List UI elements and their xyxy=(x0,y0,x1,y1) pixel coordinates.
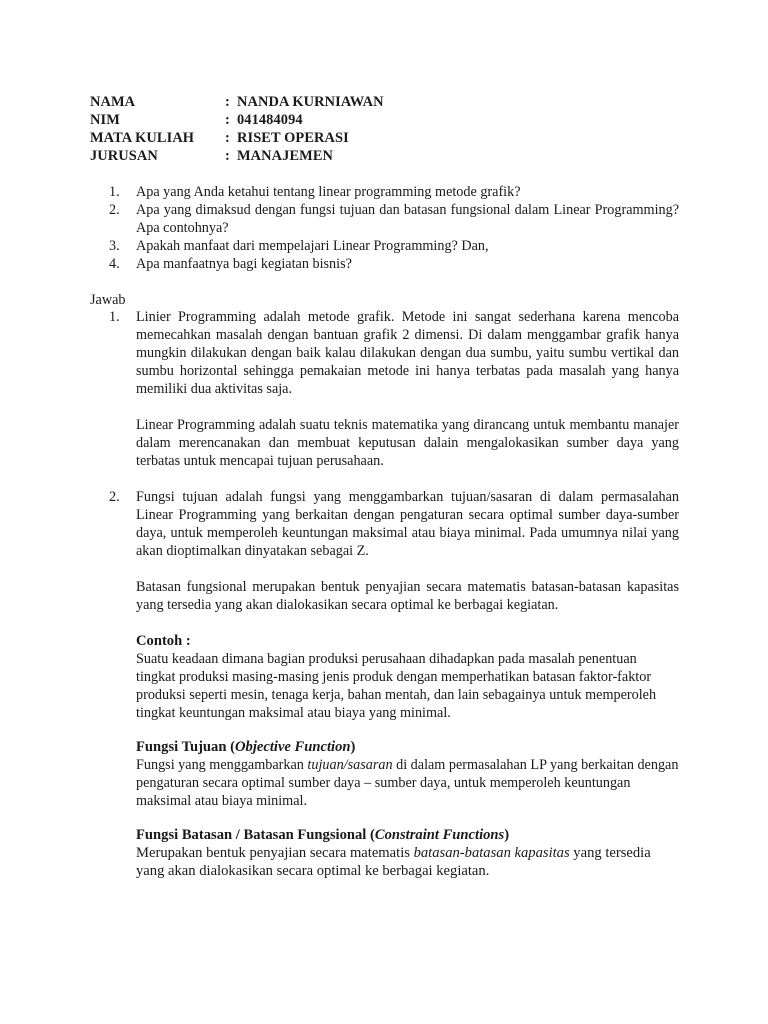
heading-text: Fungsi Tujuan ( xyxy=(136,739,235,755)
heading-italic-text: Objective Function xyxy=(234,739,351,755)
info-separator: : xyxy=(225,130,230,146)
answer-item-1 xyxy=(109,308,679,488)
info-separator: : xyxy=(225,148,230,164)
contoh-paragraph: Suatu keadaan dimana bagian produksi perusahaan dihadapkan pada masalah penentuan tingkat produksi masing-masing jenis produk dengan memperhatikan batasan faktor-faktor produksi seperti mesin, tenaga kerja, bahan mentah, dan lain sebagainya untuk memperoleh tingkat keuntungan maksimal atau biaya yang minimal. xyxy=(136,651,657,721)
info-row-jurusan xyxy=(90,147,384,165)
list-number: 1. xyxy=(109,184,120,200)
info-separator: : xyxy=(225,94,230,110)
question-item xyxy=(109,237,679,255)
paragraph-text: Fungsi yang menggambarkan xyxy=(136,757,308,773)
question-text: Apa manfaatnya bagi kegiatan bisnis? xyxy=(136,256,352,272)
contoh-heading: Contoh : xyxy=(136,633,191,649)
paragraph-italic-text: batasan-batasan kapasitas xyxy=(413,845,570,861)
answer-paragraph: Batasan fungsional merupakan bentuk penyajian secara matematis batasan-batasan kapasitas yang tersedia yang akan dialokasikan secara optimal ke berbagai kegiatan. xyxy=(136,579,679,613)
answer-paragraph: Fungsi tujuan adalah fungsi yang menggambarkan tujuan/sasaran di dalam permasalahan Linear Programming yang berkaitan dengan pengaturan secara optimal sumber daya-sumber daya, untuk memperoleh keuntungan maksimal atau biaya minimal. Pada umumnya nilai yang akan dioptimalkan dinyatakan sebagai Z. xyxy=(136,489,679,559)
heading-text: ) xyxy=(350,739,356,755)
info-row-nama xyxy=(90,93,384,111)
list-number: 4. xyxy=(109,256,120,272)
heading-italic-text: Constraint Functions xyxy=(374,827,505,843)
paragraph-text: di dalam permasalahan LP yang berkaitan dengan pengaturan secara optimal sumber daya – sumber daya, untuk memperoleh keuntungan maksimal atau biaya minimal. xyxy=(136,757,679,809)
fungsi-tujuan-paragraph xyxy=(136,756,679,810)
question-item xyxy=(109,255,679,273)
question-text: Apakah manfaat dari mempelajari Linear Programming? Dan, xyxy=(136,238,489,254)
answer-heading: Jawab xyxy=(90,292,126,308)
list-number: 1. xyxy=(109,309,120,325)
heading-text: Fungsi Batasan / Batasan Fungsional ( xyxy=(136,827,375,843)
paragraph-italic-text: tujuan/sasaran xyxy=(307,757,393,773)
info-value: 041484094 xyxy=(237,112,303,128)
fungsi-tujuan-heading xyxy=(136,738,679,756)
answer-item-2 xyxy=(109,488,679,880)
answer-paragraph: Linear Programming adalah suatu teknis matematika yang dirancang untuk membantu manajer dalam merencanakan dan membuat keputusan dalain mengalokasikan sumber daya yang terbatas untuk mencapai tujuan perusahaan. xyxy=(136,417,679,469)
info-separator: : xyxy=(225,112,230,128)
fungsi-batasan-paragraph xyxy=(136,844,679,880)
student-info xyxy=(90,93,384,165)
info-label: NIM xyxy=(90,112,120,128)
heading-text: ) xyxy=(504,827,510,843)
info-label: NAMA xyxy=(90,94,136,110)
question-item xyxy=(109,183,679,201)
info-label: MATA KULIAH xyxy=(90,130,195,146)
info-row-nim xyxy=(90,111,384,129)
info-value: NANDA KURNIAWAN xyxy=(237,94,384,110)
answer-paragraph: Linier Programming adalah metode grafik. Metode ini sangat sederhana karena mencoba memecahkan masalah dengan bantuan grafik 2 dimensi. Di dalam menggambar grafik hanya mungkin dilakukan dengan baik kalau dilakukan dengan dua sumbu, yaitu sumbu vertikal dan sumbu horizontal sehingga pemakaian metode ini hanya terbatas pada masalah yang hanya memiliki dua aktivitas saja. xyxy=(136,309,679,397)
paragraph-text: Merupakan bentuk penyajian secara matematis xyxy=(136,845,414,861)
fungsi-batasan-heading xyxy=(136,826,679,844)
info-value: MANAJEMEN xyxy=(237,148,334,164)
question-text: Apa yang dimaksud dengan fungsi tujuan dan batasan fungsional dalam Linear Programming? Apa contohnya? xyxy=(136,202,679,236)
list-number: 3. xyxy=(109,238,120,254)
question-text: Apa yang Anda ketahui tentang linear programming metode grafik? xyxy=(136,184,521,200)
paragraph-text: yang tersedia yang akan dialokasikan secara optimal ke berbagai kegiatan. xyxy=(136,845,651,879)
answer-body xyxy=(136,308,679,488)
list-number: 2. xyxy=(109,489,120,505)
answer-body xyxy=(136,488,679,880)
list-number: 2. xyxy=(109,202,120,218)
question-item xyxy=(109,201,679,237)
answer-list xyxy=(109,308,679,880)
info-value: RISET OPERASI xyxy=(237,130,349,146)
question-list xyxy=(109,183,679,273)
info-row-mata-kuliah xyxy=(90,129,384,147)
info-label: JURUSAN xyxy=(90,148,158,164)
